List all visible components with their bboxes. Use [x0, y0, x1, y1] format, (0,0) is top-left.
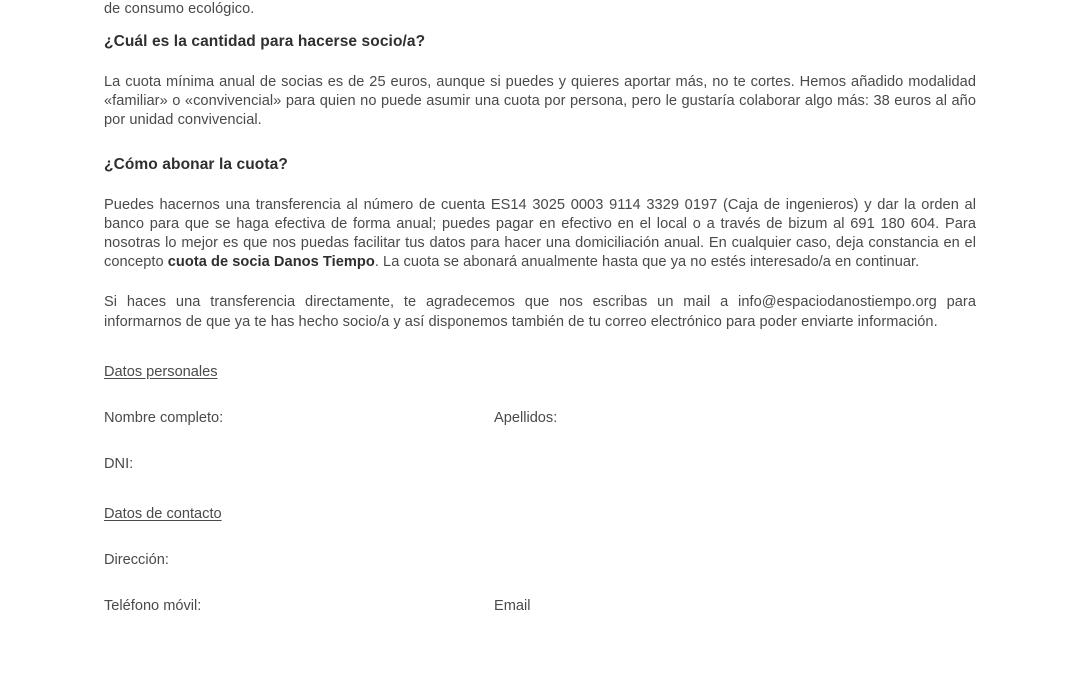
label-direccion: Dirección:	[104, 551, 169, 568]
heading-abonar: ¿Cómo abonar la cuota?	[104, 155, 288, 173]
label-nombre-completo: Nombre completo:	[104, 409, 224, 426]
field-row-phone-email	[104, 597, 976, 616]
label-telefono-movil: Teléfono móvil:	[104, 597, 202, 614]
field-row-address	[104, 551, 976, 570]
label-dni: DNI:	[104, 455, 134, 472]
field-row-dni	[104, 455, 976, 474]
label-datos-personales: Datos personales	[104, 363, 218, 380]
paragraph-mail-info: Si haces una transferencia directamente, te agradecemos que nos escribas un mail a info@espaciodanostiempo.org para informarnos de que ya te has hecho socio/a y así disponemos también de tu correo electrónico para poder enviarte información.	[104, 294, 976, 330]
label-datos-contacto: Datos de contacto	[104, 505, 222, 522]
field-row-name	[104, 409, 976, 428]
contact-data-section	[104, 474, 976, 524]
bank-text-pre: Puedes hacernos una transferencia al número de cuenta ES14 3025 0003 9114 3329 0197 (Caja de ingenieros) y dar la orden al banco para que se haga efectiva de forma anual; puedes pagar en efectivo en el local o a través de bizum al 691 180 604. Para nosotras lo mejor es que nos puedas facilitar tus datos para hacer una domiciliación anual. En cualquier caso, deja constancia en el concepto	[104, 196, 976, 271]
clipped-top-text: de consumo ecológico.	[104, 1, 255, 17]
label-email: Email	[494, 597, 531, 614]
personal-data-section	[104, 332, 976, 382]
bank-text-post: . La cuota se abonará anualmente hasta que ya no estés interesado/a en continuar.	[374, 254, 920, 271]
heading-cantidad: ¿Cuál es la cantidad para hacerse socio/a?	[104, 33, 426, 50]
label-apellidos: Apellidos:	[494, 409, 558, 426]
bank-text-bold: cuota de socia Danos Tiempo	[167, 254, 375, 271]
paragraph-bank-details	[104, 196, 976, 273]
paragraph-cuota-minima: La cuota mínima anual de socias es de 25 euros, aunque si puedes y quieres aportar más, no te cortes. Hemos añadido modalidad «familiar» o «convivencial» para quien no puede asumir una cuota por persona, pero le gustaría colaborar algo más: 38 euros al año por unidad convivencial.	[104, 74, 976, 129]
document-body	[104, 0, 976, 616]
